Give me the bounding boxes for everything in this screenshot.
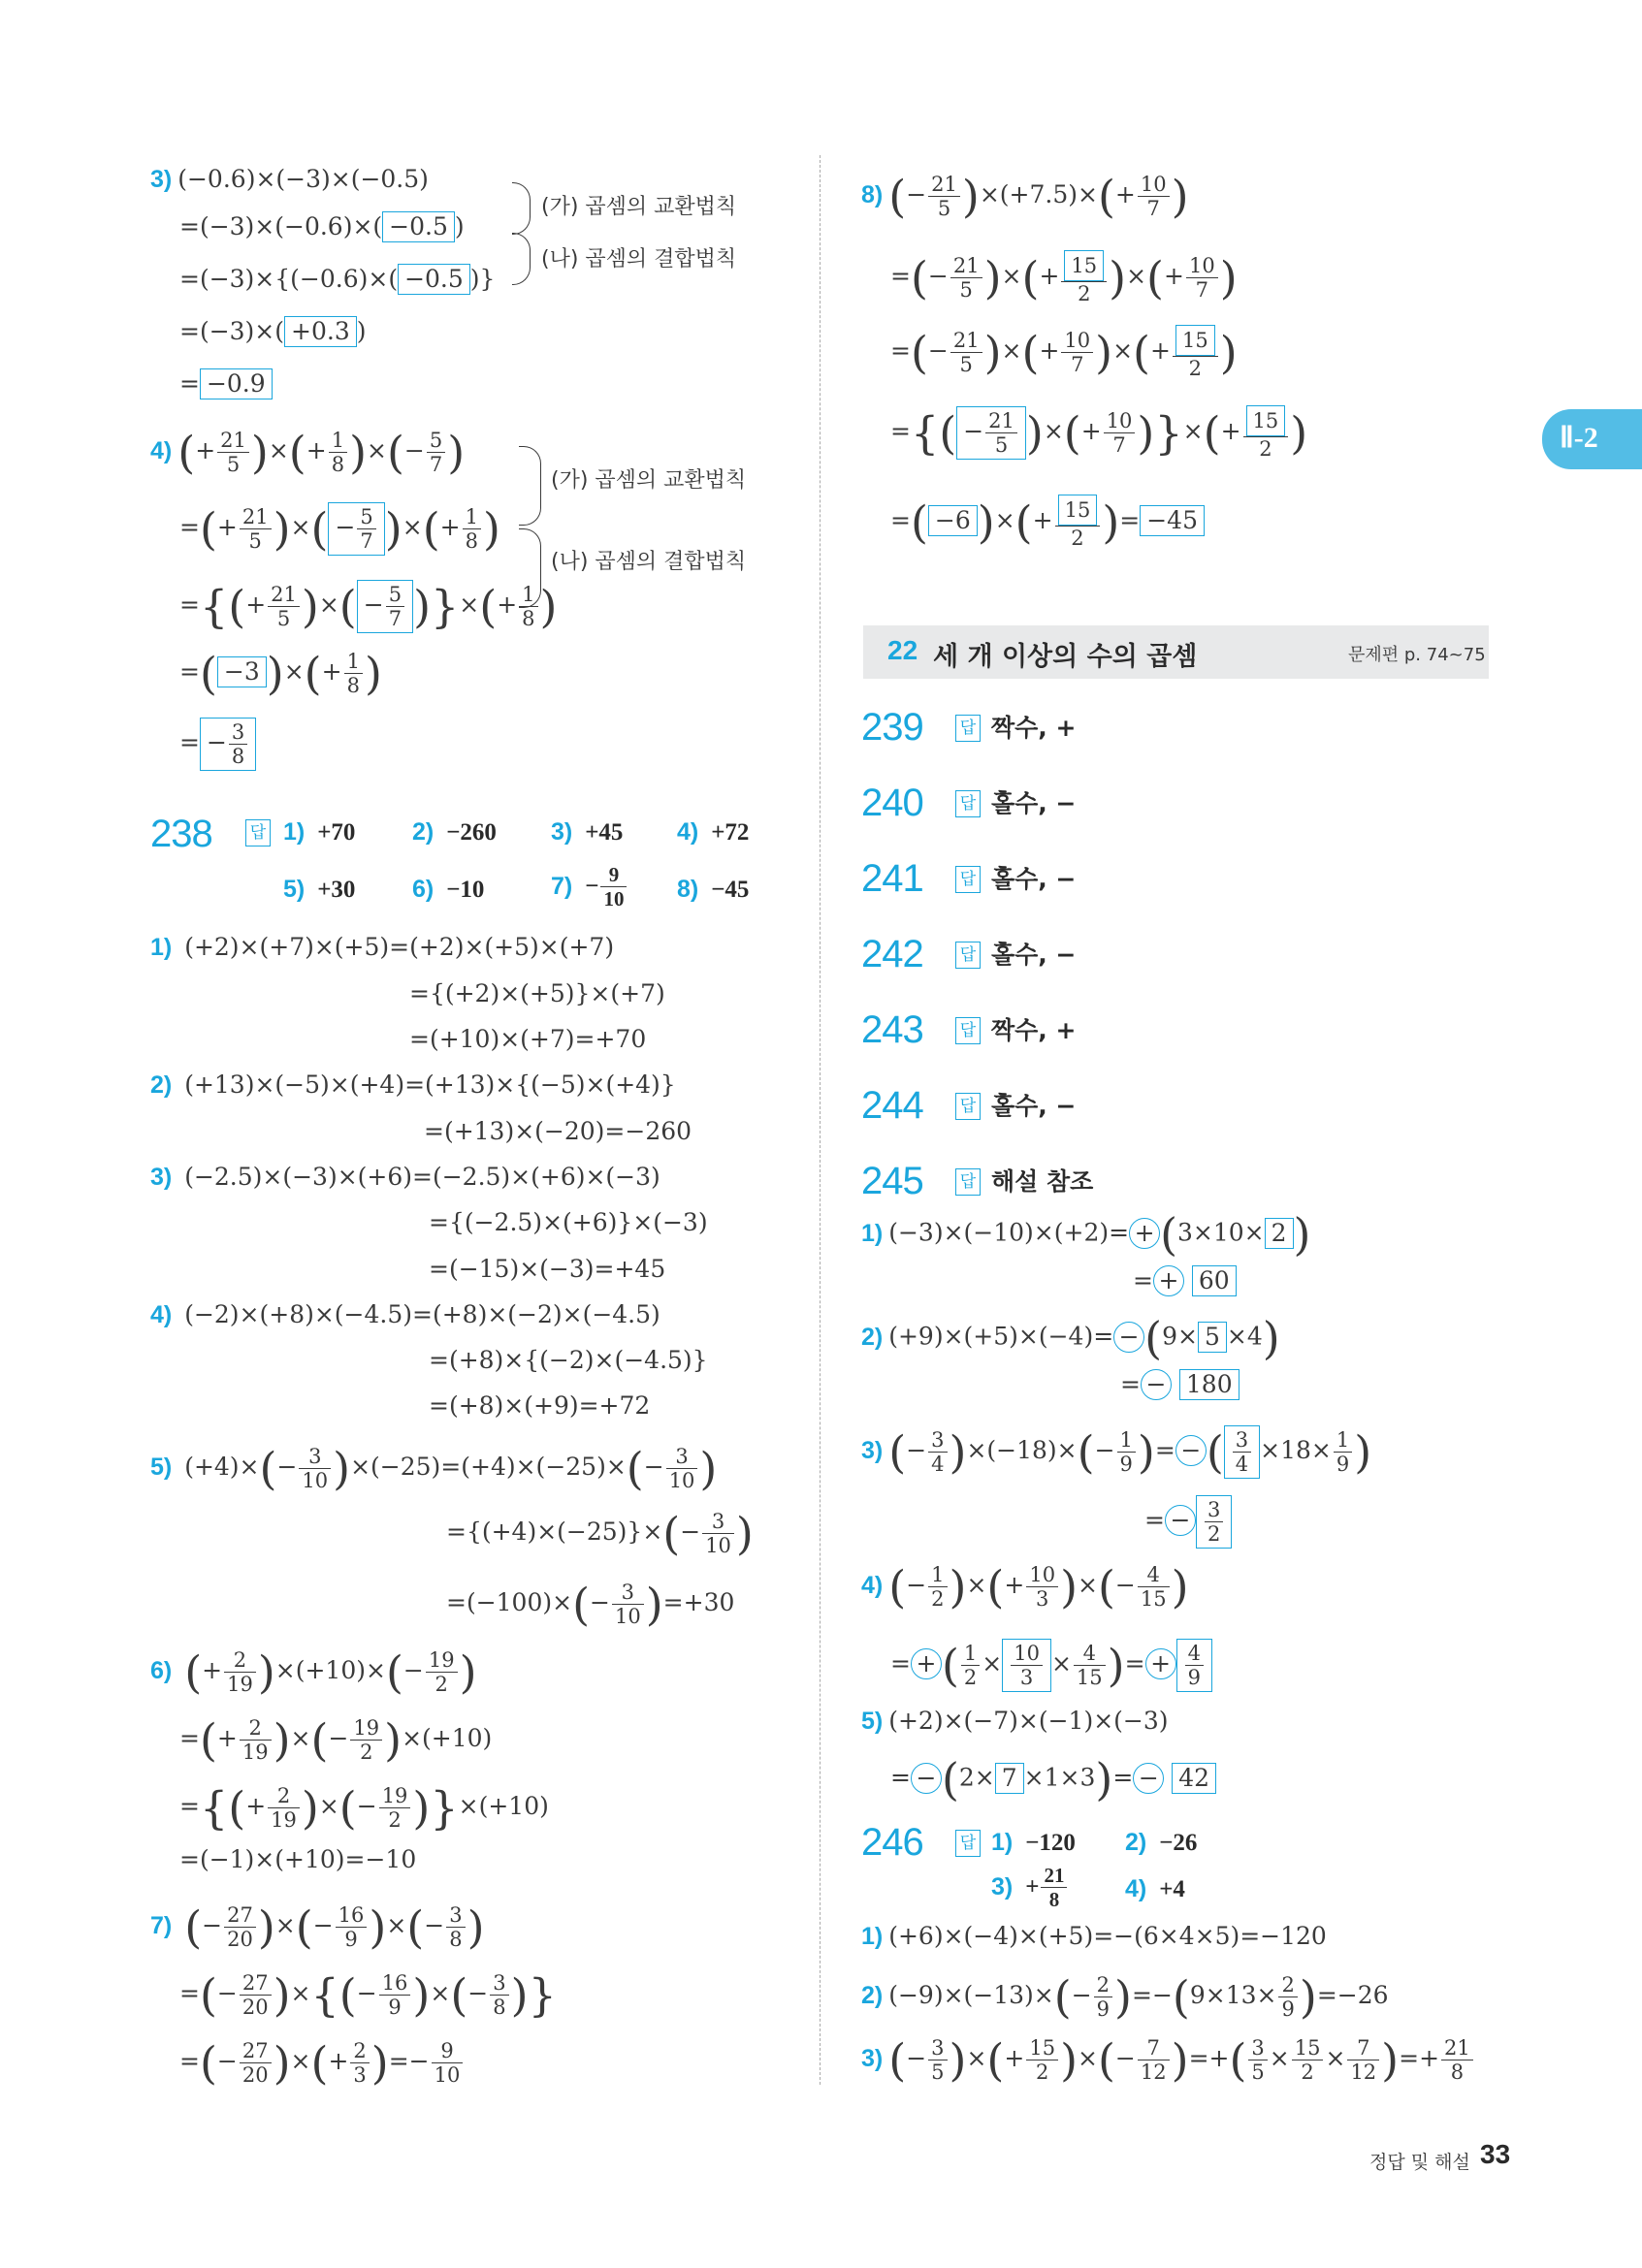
answer-box: −0.5 [398,264,470,295]
s5-line2: ={(+4)×(−25)}×(− $\frac{3}{10}$ ) [446,1507,754,1560]
q246-s3: 3) (− $\frac{3}{5}$ )×(+ $\frac{15}{2}$ )×(− $\frac{7}{12}$ )=+( $\frac{3}{5}$ × $\frac{15}{2}$ × $\frac{7}{12}$ )=+ $\frac{21}{8}$ [861,2036,1475,2084]
bracket-arrow [512,182,531,235]
answer-box: − $\frac{3}{8}$ [200,718,256,771]
answer-text: 홀수, − [991,941,1077,969]
q245-s2-line2: = − 180 [1120,1369,1240,1400]
answer-2: 2) −26 [1125,1829,1198,1856]
answer-text: 홀수, − [991,865,1077,893]
answer-badge: 답 [955,866,981,893]
s1-line2: ={(+2)×(+5)}×(+7) [409,979,665,1007]
section-number: 22 [887,635,918,665]
answer-text: 홀수, − [991,789,1077,817]
p8-line5: =( −6 )×(+ $\frac{15}{2}$ )= −45 [890,495,1205,550]
p4-line2: =(+ $\frac{21}{5}$ )×( − $\frac{5}{7}$ )×(+ $\frac{1}{8}$ ) [179,502,500,556]
q245-s4-line2: = + ( $\frac{1}{2}$ × $\frac{10}{3}$ × $\frac{4}{15}$ )= + $\frac{4}{9}$ [890,1639,1212,1692]
q245-s3-line1: 3) (− $\frac{3}{4}$ )×(−18)×(− $\frac{1}{9}$ )= − ( $\frac{3}{4}$ ×18× $\frac{1}{9}$ ) [861,1425,1372,1479]
s4-line3: =(+8)×(+9)=+72 [429,1391,651,1420]
q246-s2: 2) (−9)×(−13)×(− $\frac{2}{9}$ )=−(9×13× $\frac{2}{9}$ )=−26 [861,1970,1389,2024]
question-number: 238 [150,813,212,855]
answer-3: 3) +45 [551,818,624,846]
answer-box: − $\frac{21}{5}$ [956,406,1026,460]
note-commutative: (가) 곱셈의 교환법칙 [551,468,747,493]
q245-s2-line1: 2) (+9)×(+5)×(−4)= − (9× 5 ×4) [861,1312,1280,1364]
question-number: 246 [861,1821,923,1864]
p8-line1: 8) (− $\frac{21}{5}$ )×(+7.5)×(+ $\frac{10}{7}$ ) [861,170,1189,223]
answer-3: 3) + $\frac{21}{8}$ [991,1864,1069,1911]
s7-line3: =(− $\frac{27}{20}$ )×(+ $\frac{2}{3}$ )=− $\frac{9}{10}$ [179,2039,465,2087]
answer-text: 짝수, + [991,714,1077,742]
answer-badge: 답 [955,1093,981,1120]
answer-box: − $\frac{5}{7}$ [328,502,384,556]
answer-box: 15 [1064,250,1104,281]
answer-6: 6) −10 [412,876,485,903]
answer-text: 해설 참조 [991,1167,1094,1196]
s4-line1: 4) (−2)×(+8)×(−4.5)=(+8)×(−2)×(−4.5) [150,1300,660,1328]
q245-s5-line1: 5) (+2)×(−7)×(−1)×(−3) [861,1707,1169,1735]
answers-row1: 1) +70 [283,818,356,846]
answer-2: 2) −260 [412,818,497,846]
s3-line3: =(−15)×(−3)=+45 [429,1255,666,1283]
chapter-tab-label: Ⅱ-2 [1560,422,1598,454]
question-number: 243 [861,1008,923,1051]
p3-line5: = −0.9 [179,368,273,399]
s1-line1: 1) (+2)×(+7)×(+5)=(+2)×(+5)×(+7) [150,933,615,961]
answer-box: +0.3 [284,316,357,347]
answer-box: − $\frac{5}{7}$ [357,580,413,633]
s5-line1: 5) (+4)×(− $\frac{3}{10}$ )×(−25)=(+4)×(−25)×(− $\frac{3}{10}$ ) [150,1442,718,1495]
answer-box: −3 [217,656,267,687]
answer-4: 4) +4 [1125,1875,1185,1902]
p8-line4: ={( − $\frac{21}{5}$ )×(+ $\frac{10}{7}$ )}×(+ $\frac{15}{2}$ ) [890,406,1308,461]
p4-line5: = − $\frac{3}{8}$ [179,718,256,771]
answer-badge: 답 [245,819,271,847]
answer-badge: 답 [955,942,981,969]
s7-line2: =(− $\frac{27}{20}$ )×{(− $\frac{16}{9}$ )×(− $\frac{3}{8}$ )} [179,1968,557,2022]
answer-4: 4) +72 [677,818,750,846]
question-number: 244 [861,1084,923,1127]
s4-line2: =(+8)×{(−2)×(−4.5)} [429,1346,708,1374]
answer-box: 15 [1058,495,1098,526]
answer-text: 짝수, + [991,1016,1077,1044]
question-number: 242 [861,933,923,975]
question-number: 239 [861,706,923,749]
s1-line3: =(+10)×(+7)=+70 [409,1025,647,1053]
q246-s1: 1) (+6)×(−4)×(+5)=−(6×4×5)=−120 [861,1922,1327,1950]
s7-line1: 7) (− $\frac{27}{20}$ )×(− $\frac{16}{9}$ )×(− $\frac{3}{8}$ ) [150,1901,485,1954]
bracket-arrow [519,446,541,526]
s3-line2: ={(−2.5)×(+6)}×(−3) [429,1208,708,1236]
s2-line1: 2) (+13)×(−5)×(+4)=(+13)×{(−5)×(+4)} [150,1070,676,1099]
p4-line4: =( −3 )×(+ $\frac{1}{8}$ ) [179,647,382,700]
s6-line1: 6) (+ $\frac{2}{19}$ )×(+10)×(− $\frac{19}{2}$ ) [150,1645,477,1699]
answer-5: 5) +30 [283,876,356,903]
question-number: 245 [861,1160,923,1202]
s6-line4: =(−1)×(+10)=−10 [179,1845,417,1873]
bracket-arrow [512,233,531,285]
note-associative: (나) 곱셈의 결합법칙 [541,247,737,272]
answer-text: 홀수, − [991,1092,1077,1120]
answer-badge: 답 [955,1168,981,1196]
answer-box: −6 [928,505,978,536]
note-associative: (나) 곱셈의 결합법칙 [551,550,747,574]
s6-line3: ={(+ $\frac{2}{19}$ )×(− $\frac{19}{2}$ )}×(+10) [179,1781,549,1835]
s3-line1: 3) (−2.5)×(−3)×(+6)=(−2.5)×(+6)×(−3) [150,1163,660,1191]
section-title: 세 개 이상의 수의 곱셈 [933,642,1198,672]
p8-line2: =(− $\frac{21}{5}$ )×(+ $\frac{15}{2}$ )×(+ $\frac{10}{7}$ ) [890,251,1238,305]
answer-box: 15 [1246,405,1286,436]
bracket-arrow [519,528,541,608]
question-number: 240 [861,782,923,824]
answer-box: −0.5 [382,211,455,242]
p3-line4: =(−3)×( +0.3 ) [179,317,367,345]
section-header [863,625,1489,679]
s6-line2: =(+ $\frac{2}{19}$ )×(− $\frac{19}{2}$ )×(+10) [179,1713,493,1767]
answer-8: 8) −45 [677,876,750,903]
s2-line2: =(+13)×(−20)=−260 [424,1117,692,1145]
note-commutative: (가) 곱셈의 교환법칙 [541,195,737,219]
q245-s1-line1: 1) (−3)×(−10)×(+2)= + (3×10× 2 ) [861,1208,1311,1261]
q245-s5-line2: = − (2× 7 ×1×3)= − 42 [890,1757,1216,1802]
q245-s1-line2: = + 60 [1133,1265,1237,1296]
p3-line2: =(−3)×(−0.6)×( −0.5 ) [179,212,465,240]
p4-line3: ={(+ $\frac{21}{5}$ )×( − $\frac{5}{7}$ )}×(+ $\frac{1}{8}$ ) [179,580,558,633]
answer-box: −0.9 [200,368,273,399]
page-number: 33 [1480,2139,1511,2169]
p3-line3: =(−3)×{(−0.6)×( −0.5 )} [179,265,496,293]
column-divider [820,155,821,2085]
p3-line1: 3) (−0.6)×(−3)×(−0.5) [150,165,429,193]
section-ref: 문제편 p. 74~75 [1348,645,1486,665]
answer-badge: 답 [955,790,981,817]
q245-s4-line1: 4) (− $\frac{1}{2}$ )×(+ $\frac{10}{3}$ )×(− $\frac{4}{15}$ ) [861,1560,1189,1613]
chapter-tab [1542,409,1642,469]
answer-1: 1) −120 [991,1829,1076,1856]
q245-s3-line2: = − $\frac{3}{2}$ [1144,1495,1232,1549]
answer-box: 15 [1175,325,1215,356]
s5-line3: =(−100)×(− $\frac{3}{10}$ )=+30 [446,1578,735,1631]
answer-7: 7) − $\frac{9}{10}$ [551,863,628,910]
answer-badge: 답 [955,715,981,742]
answer-box: −45 [1140,505,1205,536]
answer-badge: 답 [955,1017,981,1044]
p4-line1: 4) (+ $\frac{21}{5}$ )×(+ $\frac{1}{8}$ )×(− $\frac{5}{7}$ ) [150,426,466,479]
answer-badge: 답 [955,1830,981,1857]
p8-line3: =(− $\frac{21}{5}$ )×(+ $\frac{10}{7}$ )×(+ $\frac{15}{2}$ ) [890,326,1238,380]
footer-label: 정답 및 해설 [1369,2152,1470,2173]
question-number: 241 [861,857,923,900]
